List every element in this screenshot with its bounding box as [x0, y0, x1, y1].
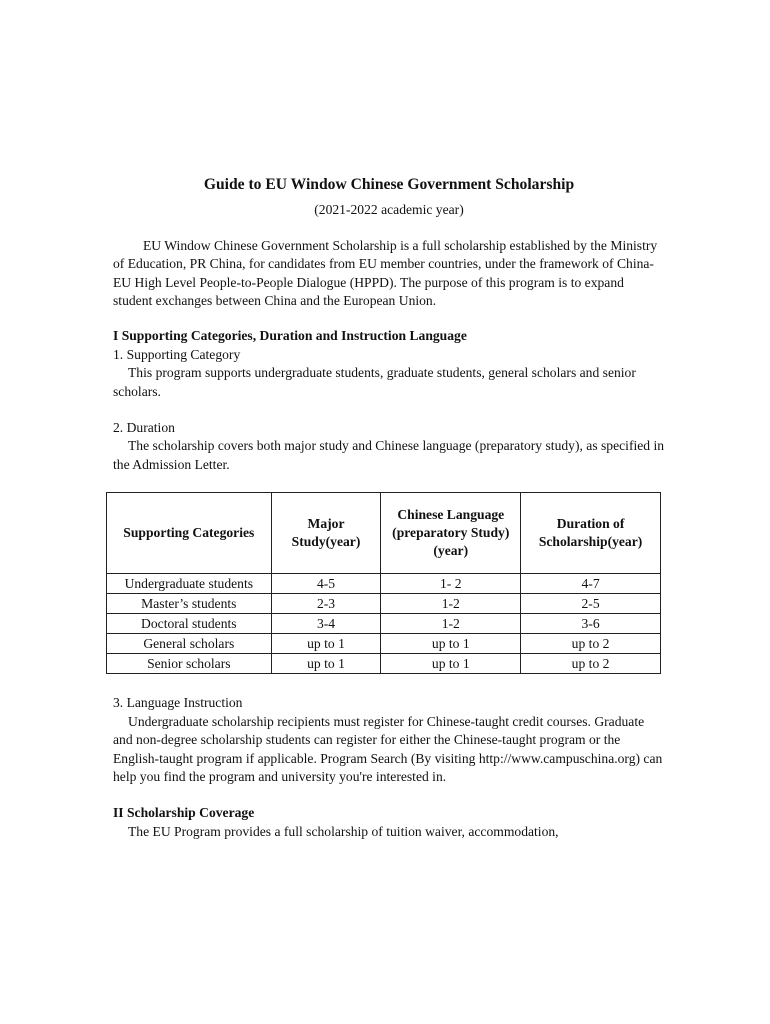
intro-paragraph: EU Window Chinese Government Scholarship is a full scholarship established by the Ministry of Education, PR China, for candidates from EU member countries, under the framework of China-EU High Level People-to-People Dialogue (HPPD). The purpose of this program is to expand student exchanges between China and the European Union. [113, 237, 658, 309]
table-cell: 1- 2 [381, 574, 521, 594]
subsection-2-body: The scholarship covers both major study and Chinese language (preparatory study), as specified in the Admission Letter. [113, 438, 665, 472]
table-header-cell: Duration of Scholarship(year) [521, 493, 661, 574]
table-cell: 4-5 [271, 574, 381, 594]
document-content [113, 176, 665, 841]
table-row [107, 614, 661, 634]
table-cell: Doctoral students [107, 614, 272, 634]
table-cell: 3-4 [271, 614, 381, 634]
table-cell: 2-3 [271, 594, 381, 614]
duration-table [106, 492, 661, 674]
table-cell: up to 1 [271, 634, 381, 654]
subsection-3-title: 3. Language Instruction [113, 695, 243, 711]
table-header-cell: Chinese Language (preparatory Study)(year) [381, 493, 521, 574]
table-cell: General scholars [107, 634, 272, 654]
table-cell: up to 1 [381, 634, 521, 654]
section-2-body: The EU Program provides a full scholarship of tuition waiver, accommodation, [128, 823, 559, 839]
subsection-2-title: 2. Duration [113, 420, 175, 436]
table-cell: Senior scholars [107, 654, 272, 674]
table-header-row [107, 493, 661, 574]
table-row [107, 594, 661, 614]
table-cell: 3-6 [521, 614, 661, 634]
subsection-1-title: 1. Supporting Category [113, 346, 241, 362]
table-row [107, 634, 661, 654]
document-title: Guide to EU Window Chinese Government Scholarship [203, 176, 575, 193]
table-cell: up to 2 [521, 654, 661, 674]
section-1-heading: I Supporting Categories, Duration and Instruction Language [113, 328, 467, 344]
table-cell: Undergraduate students [107, 574, 272, 594]
table-cell: 2-5 [521, 594, 661, 614]
table-header-cell: Major Study(year) [271, 493, 381, 574]
table-cell: 1-2 [381, 594, 521, 614]
table-cell: Master’s students [107, 594, 272, 614]
table-row [107, 574, 661, 594]
section-2-heading: II Scholarship Coverage [113, 805, 255, 821]
table-cell: up to 2 [521, 634, 661, 654]
table-cell: 4-7 [521, 574, 661, 594]
table-cell: up to 1 [271, 654, 381, 674]
subsection-1-body: This program supports undergraduate students, graduate students, general scholars and senior scholars. [113, 365, 636, 399]
document-subtitle: (2021-2022 academic year) [314, 202, 464, 218]
table-row [107, 654, 661, 674]
table-cell: 1-2 [381, 614, 521, 634]
subsection-3-body: Undergraduate scholarship recipients must register for Chinese-taught credit courses. Graduate and non-degree scholarship students can register for either the Chinese-taught program or the English-taught program if applicable. Program Search (By visiting http://www.campuschina.org) can help you find the program and university you're interested in. [113, 713, 663, 784]
table-cell: up to 1 [381, 654, 521, 674]
table-header-cell: Supporting Categories [107, 493, 272, 574]
